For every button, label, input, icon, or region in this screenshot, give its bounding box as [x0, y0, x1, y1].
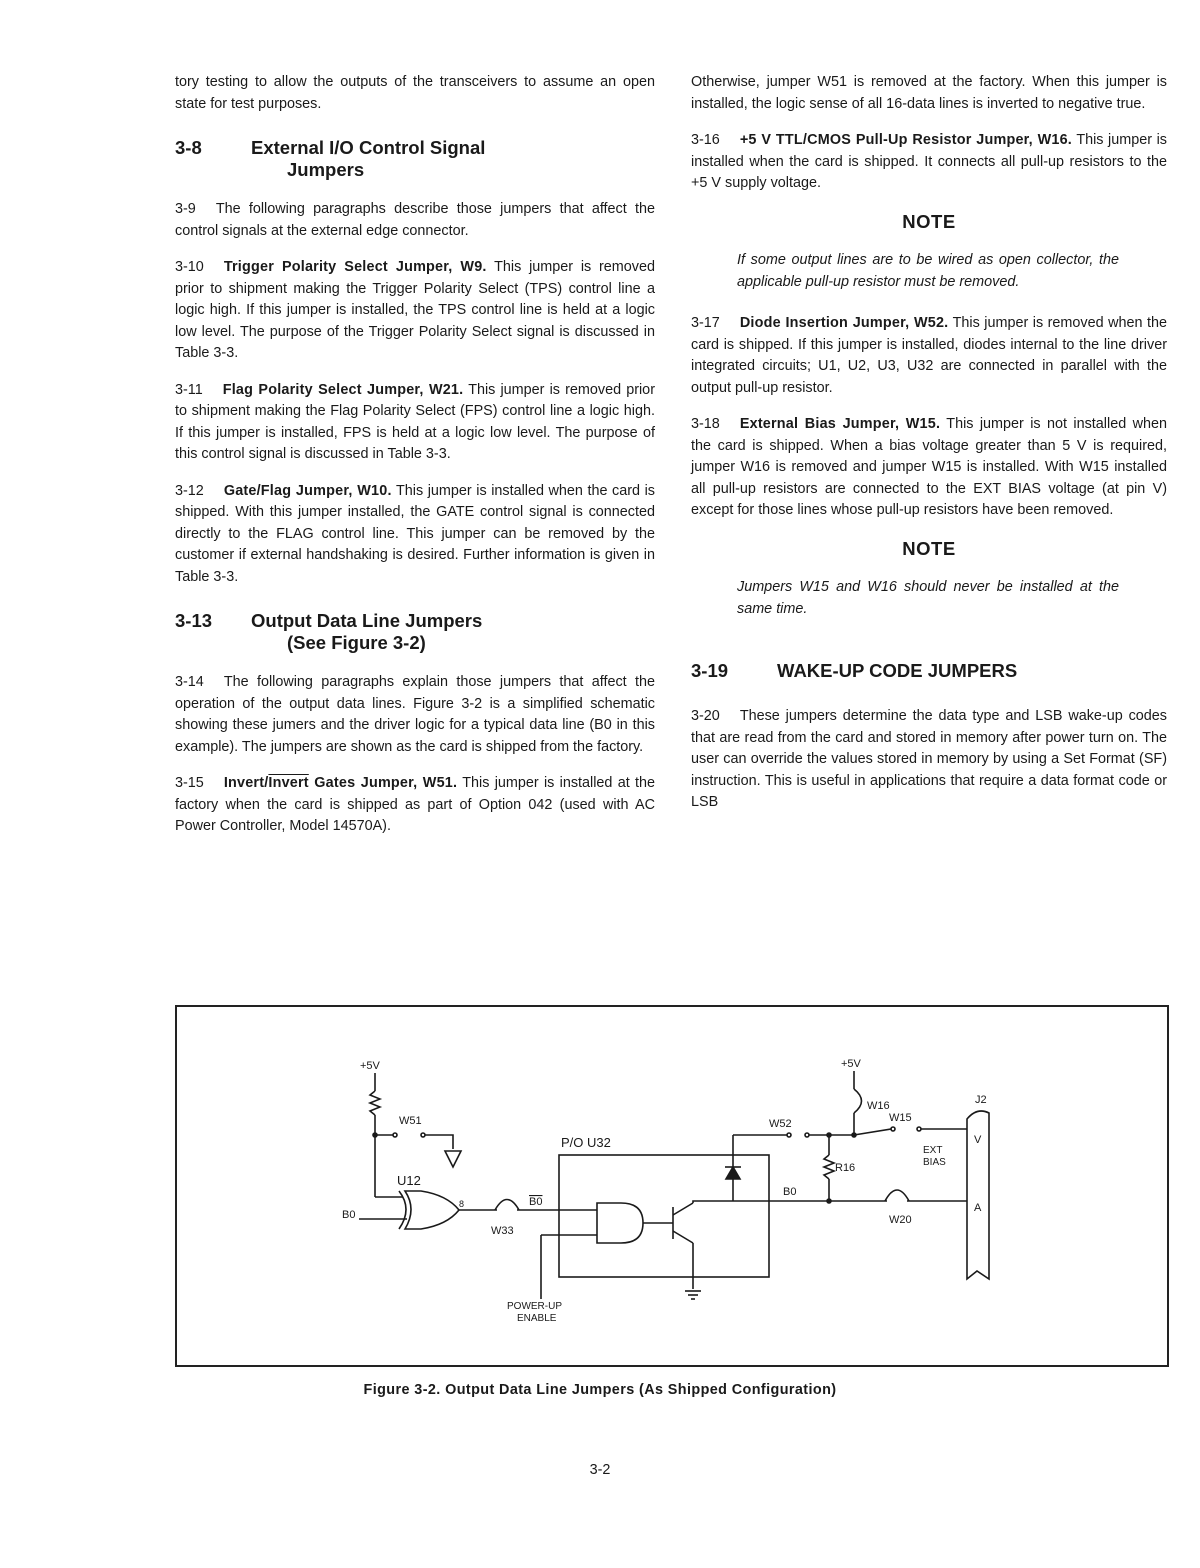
jumper-w52-terminal — [805, 1133, 809, 1137]
section-heading-3-13: 3-13 Output Data Line Jumpers (See Figure 3-2) — [175, 610, 483, 653]
label-po-u32: P/O U32 — [561, 1135, 611, 1150]
continued-paragraph: Otherwise, jumper W51 is removed at the factory. When this jumper is installed, the logic sense of all 16-data lines is inverted to negative true. — [691, 74, 1167, 112]
label-5v-right: +5V — [841, 1058, 861, 1070]
jumper-w20 — [885, 1190, 909, 1201]
label-w20: W20 — [889, 1214, 912, 1226]
section-heading-3-19: 3-19 WAKE-UP CODE JUMPERS — [691, 660, 1018, 681]
wire — [854, 1129, 891, 1135]
label-power-up: POWER-UP — [507, 1301, 562, 1312]
label-pin-v: V — [974, 1134, 982, 1146]
label-b0-input: B0 — [342, 1209, 356, 1221]
jumper-w16 — [854, 1089, 862, 1113]
note-body: If some output lines are to be wired as open collector, the applicable pull-up resistor must be removed. — [737, 252, 1119, 290]
schematic-diagram — [177, 1007, 1167, 1365]
pullup-resistor — [370, 1091, 380, 1115]
label-5v-left: +5V — [360, 1060, 380, 1072]
label-ext: EXT — [923, 1145, 943, 1156]
label-r16: R16 — [835, 1162, 856, 1174]
paragraph-3-14: 3-14 The following paragraphs explain those jumpers that affect the operation of the output data lines. Figure 3-2 is a simplified schematic showing these jumers and the driver logic for a typical data line (B0 in this example). The jumpers are shown as the card is shipped from the factory. — [175, 674, 655, 755]
wire — [425, 1135, 453, 1149]
paragraph-3-17: 3-17 Diode Insertion Jumper, W52. This jumper is removed when the card is shipped. If this jumper is installed, diodes internal to the line driver integrated circuits; U1, U2, U3, U32 are connected in parallel with the output pull-up resistor. — [691, 315, 1167, 396]
paragraph-3-10: 3-10 Trigger Polarity Select Jumper, W9. This jumper is removed prior to shipment making the Trigger Polarity Select (TPS) control line a logic high. If this jumper is installed, the TPS control line is held at a logic low level. The purpose of the Trigger Polarity Select signal is discussed in Table 3-3. — [175, 259, 655, 361]
xor-gate-u12 — [405, 1191, 459, 1229]
transistor-emitter — [673, 1231, 693, 1243]
paragraph-3-18: 3-18 External Bias Jumper, W15. This jumper is not installed when the card is shipped. When a bias voltage greater than 5 V is required, jumper W16 is removed and jumper W15 is installed. With W15 installed all pull-up resistors are connected to the EXT BIAS voltage (at pin V) except for those lines whose pull-up resistors have been removed. — [691, 416, 1167, 518]
ground-symbol — [445, 1151, 461, 1167]
jumper-w33 — [495, 1200, 519, 1211]
label-w52: W52 — [769, 1118, 792, 1130]
label-j2: J2 — [975, 1094, 987, 1106]
resistor-r16 — [824, 1155, 834, 1179]
label-enable: ENABLE — [517, 1313, 557, 1324]
right-column — [691, 72, 1167, 829]
jumper-w52-terminal — [787, 1133, 791, 1137]
paragraph-3-15: 3-15 Invert/Invert Gates Jumper, W51. This jumper is installed at the factory when the card is shipped as part of Option 042 (used with AC Power Controller, Model 14570A). — [175, 775, 655, 834]
transistor-collector — [673, 1203, 693, 1215]
label-pin-a: A — [974, 1202, 982, 1214]
label-w33: W33 — [491, 1225, 514, 1237]
label-b0-bar: B0 — [529, 1196, 543, 1208]
jumper-w15-terminal — [891, 1127, 895, 1131]
note-title: NOTE — [902, 210, 956, 232]
page-number: 3-2 — [589, 1462, 611, 1478]
intro-paragraph: tory testing to allow the outputs of the transceivers to assume an open state for test purposes. — [175, 74, 655, 112]
section-heading-3-8: 3-8 External I/O Control Signal Jumpers — [175, 137, 486, 180]
label-bias: BIAS — [923, 1157, 946, 1168]
label-w16: W16 — [867, 1100, 890, 1112]
left-column — [175, 72, 655, 853]
wire — [693, 1201, 733, 1203]
label-w51: W51 — [399, 1115, 422, 1127]
diode-symbol — [726, 1167, 740, 1179]
note-body: Jumpers W15 and W16 should never be installed at the same time. — [737, 579, 1119, 617]
label-u12: U12 — [397, 1173, 421, 1188]
paragraph-3-11: 3-11 Flag Polarity Select Jumper, W21. This jumper is removed prior to shipment making the Flag Polarity Select (FPS) control line a logic high. If this jumper is installed, FPS is held at a logic low level. The purpose of this control signal is discussed in Table 3-3. — [175, 381, 655, 462]
paragraph-3-12: 3-12 Gate/Flag Jumper, W10. This jumper is installed when the card is shipped. With this jumper installed, the GATE control signal is connected directly to the FLAG control line. This jumper can be removed by the customer if external handshaking is desired. Further information is given in Table 3-3. — [175, 482, 655, 585]
paragraph-3-16: 3-16 +5 V TTL/CMOS Pull-Up Resistor Jumper, W16. This jumper is installed when the card is shipped. It connects all pull-up resistors to the +5 V supply voltage. — [691, 132, 1167, 191]
schematic-figure — [175, 1005, 1169, 1367]
paragraph-3-20: 3-20 These jumpers determine the data type and LSB wake-up codes that are read from the card and stored in memory after power turn on. The user can override the values stored in memory by using a Set Format (SF) instruction. This is useful in applications that require a data format code or LSB — [691, 708, 1167, 810]
paragraph-3-9: 3-9 The following paragraphs describe those jumpers that affect the control signals at the external edge connector. — [175, 201, 655, 239]
label-b0-output: B0 — [783, 1186, 797, 1198]
label-pin-8: 8 — [459, 1199, 465, 1209]
note-title: NOTE — [902, 537, 956, 559]
and-gate — [597, 1203, 643, 1243]
label-w15: W15 — [889, 1112, 912, 1124]
figure-caption: Figure 3-2. Output Data Line Jumpers (As Shipped Configuration) — [363, 1382, 837, 1398]
jumper-w51-terminal — [421, 1133, 425, 1137]
jumper-w15-terminal — [917, 1127, 921, 1131]
jumper-w51-terminal — [393, 1133, 397, 1137]
